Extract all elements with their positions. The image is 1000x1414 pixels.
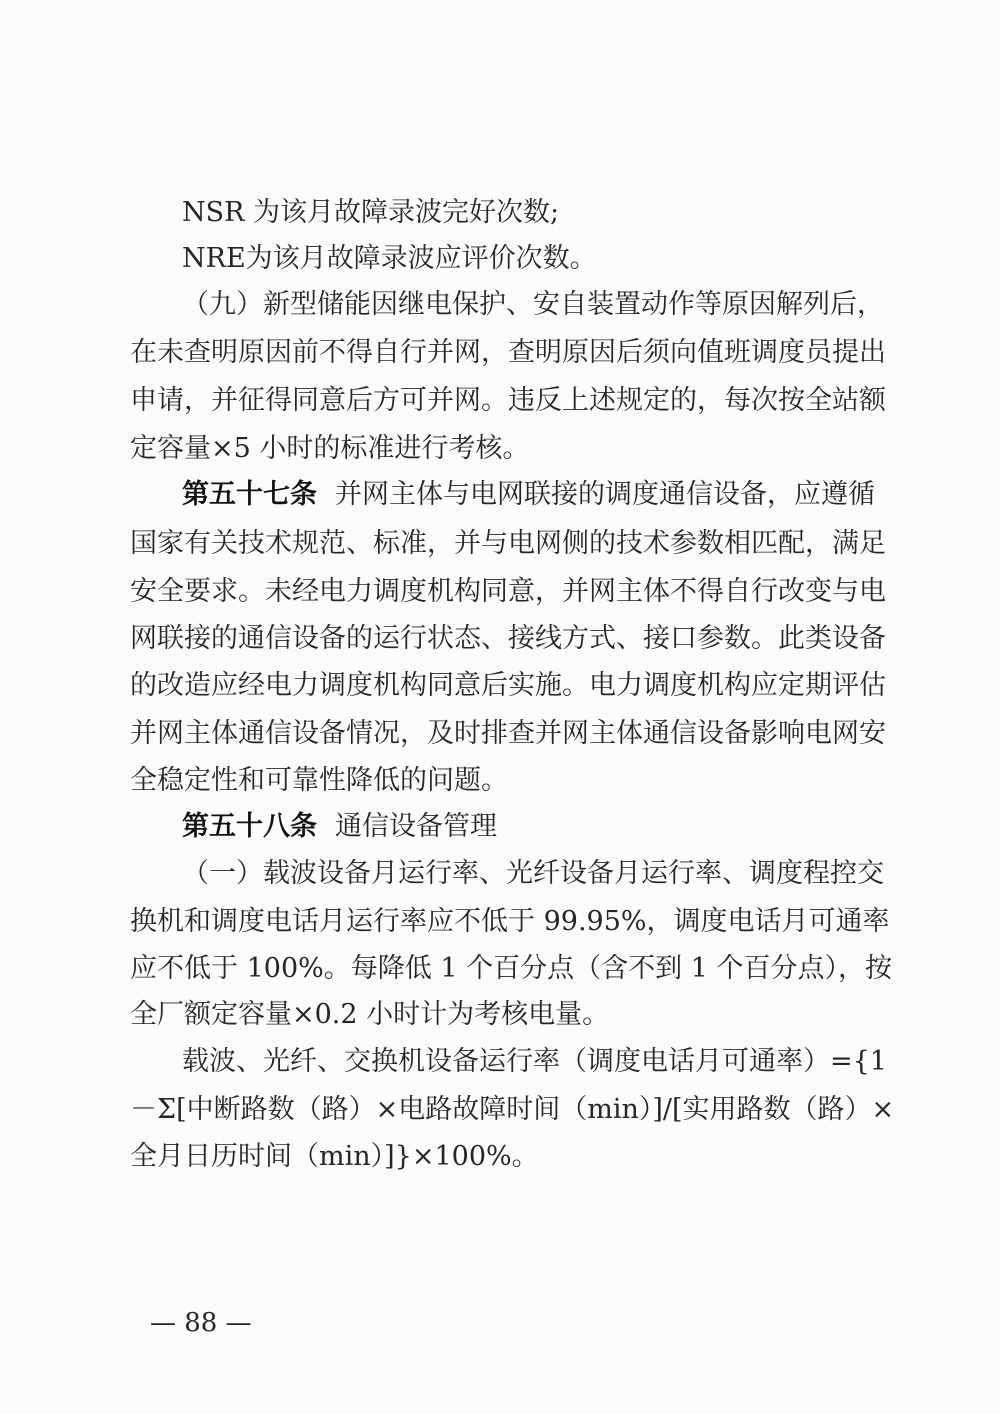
article-58-paragraph [182, 810, 870, 844]
text-line: （一）载波设备月运行率、光纤设备月运行率、调度程控交 [182, 858, 884, 889]
article-58-heading: 第五十八条 [182, 811, 317, 842]
text-line: 安全要求。未经电力调度机构同意，并网主体不得自行改变与电 [130, 576, 886, 607]
text-line: 应不低于 100%。每降低 1 个百分点（含不到 1 个百分点），按 [130, 953, 892, 984]
text-line: 定容量×5 小时的标准进行考核。 [130, 433, 530, 464]
text-line: 网联接的通信设备的运行状态、接线方式、接口参数。此类设备 [130, 623, 886, 654]
text-line: 全厂额定容量×0.2 小时计为考核电量。 [130, 999, 610, 1030]
text-line: 换机和调度电话月运行率应不低于 99.95%，调度电话月可通率 [130, 906, 890, 937]
text-line: 并网主体通信设备情况，及时排查并网主体通信设备影响电网安 [130, 718, 886, 749]
formula-line: －Σ[中断路数（路）×电路故障时间（min）]/[实用路数（路）× [130, 1094, 895, 1125]
formula-line: 全月日历时间（min）]}×100%。 [130, 1141, 539, 1172]
text-line: 申请，并征得同意后方可并网。违反上述规定的，每次按全站额 [130, 385, 886, 416]
text-line: NRE为该月故障录波应评价次数。 [182, 243, 597, 274]
text-line: 国家有关技术规范、标准，并与电网侧的技术参数相匹配，满足 [130, 528, 886, 559]
page-number: — 88 — [150, 1308, 252, 1338]
text-line: 在未查明原因前不得自行并网，查明原因后须向值班调度员提出 [130, 337, 886, 368]
text-line: 的改造应经电力调度机构同意后实施。电力调度机构应定期评估 [130, 670, 886, 701]
text-line: NSR 为该月故障录波完好次数; [182, 197, 560, 228]
formula-line: 载波、光纤、交换机设备运行率（调度电话月可通率）={1 [182, 1046, 887, 1077]
article-57-paragraph [182, 478, 875, 512]
text-line: （九）新型储能因继电保护、安自装置动作等原因解列后， [182, 289, 884, 320]
text-line: 并网主体与电网联接的调度通信设备，应遵循 [335, 479, 875, 510]
article-57-heading: 第五十七条 [182, 479, 317, 510]
text-line: 全稳定性和可靠性降低的问题。 [130, 765, 508, 796]
text-line: 通信设备管理 [335, 811, 497, 842]
